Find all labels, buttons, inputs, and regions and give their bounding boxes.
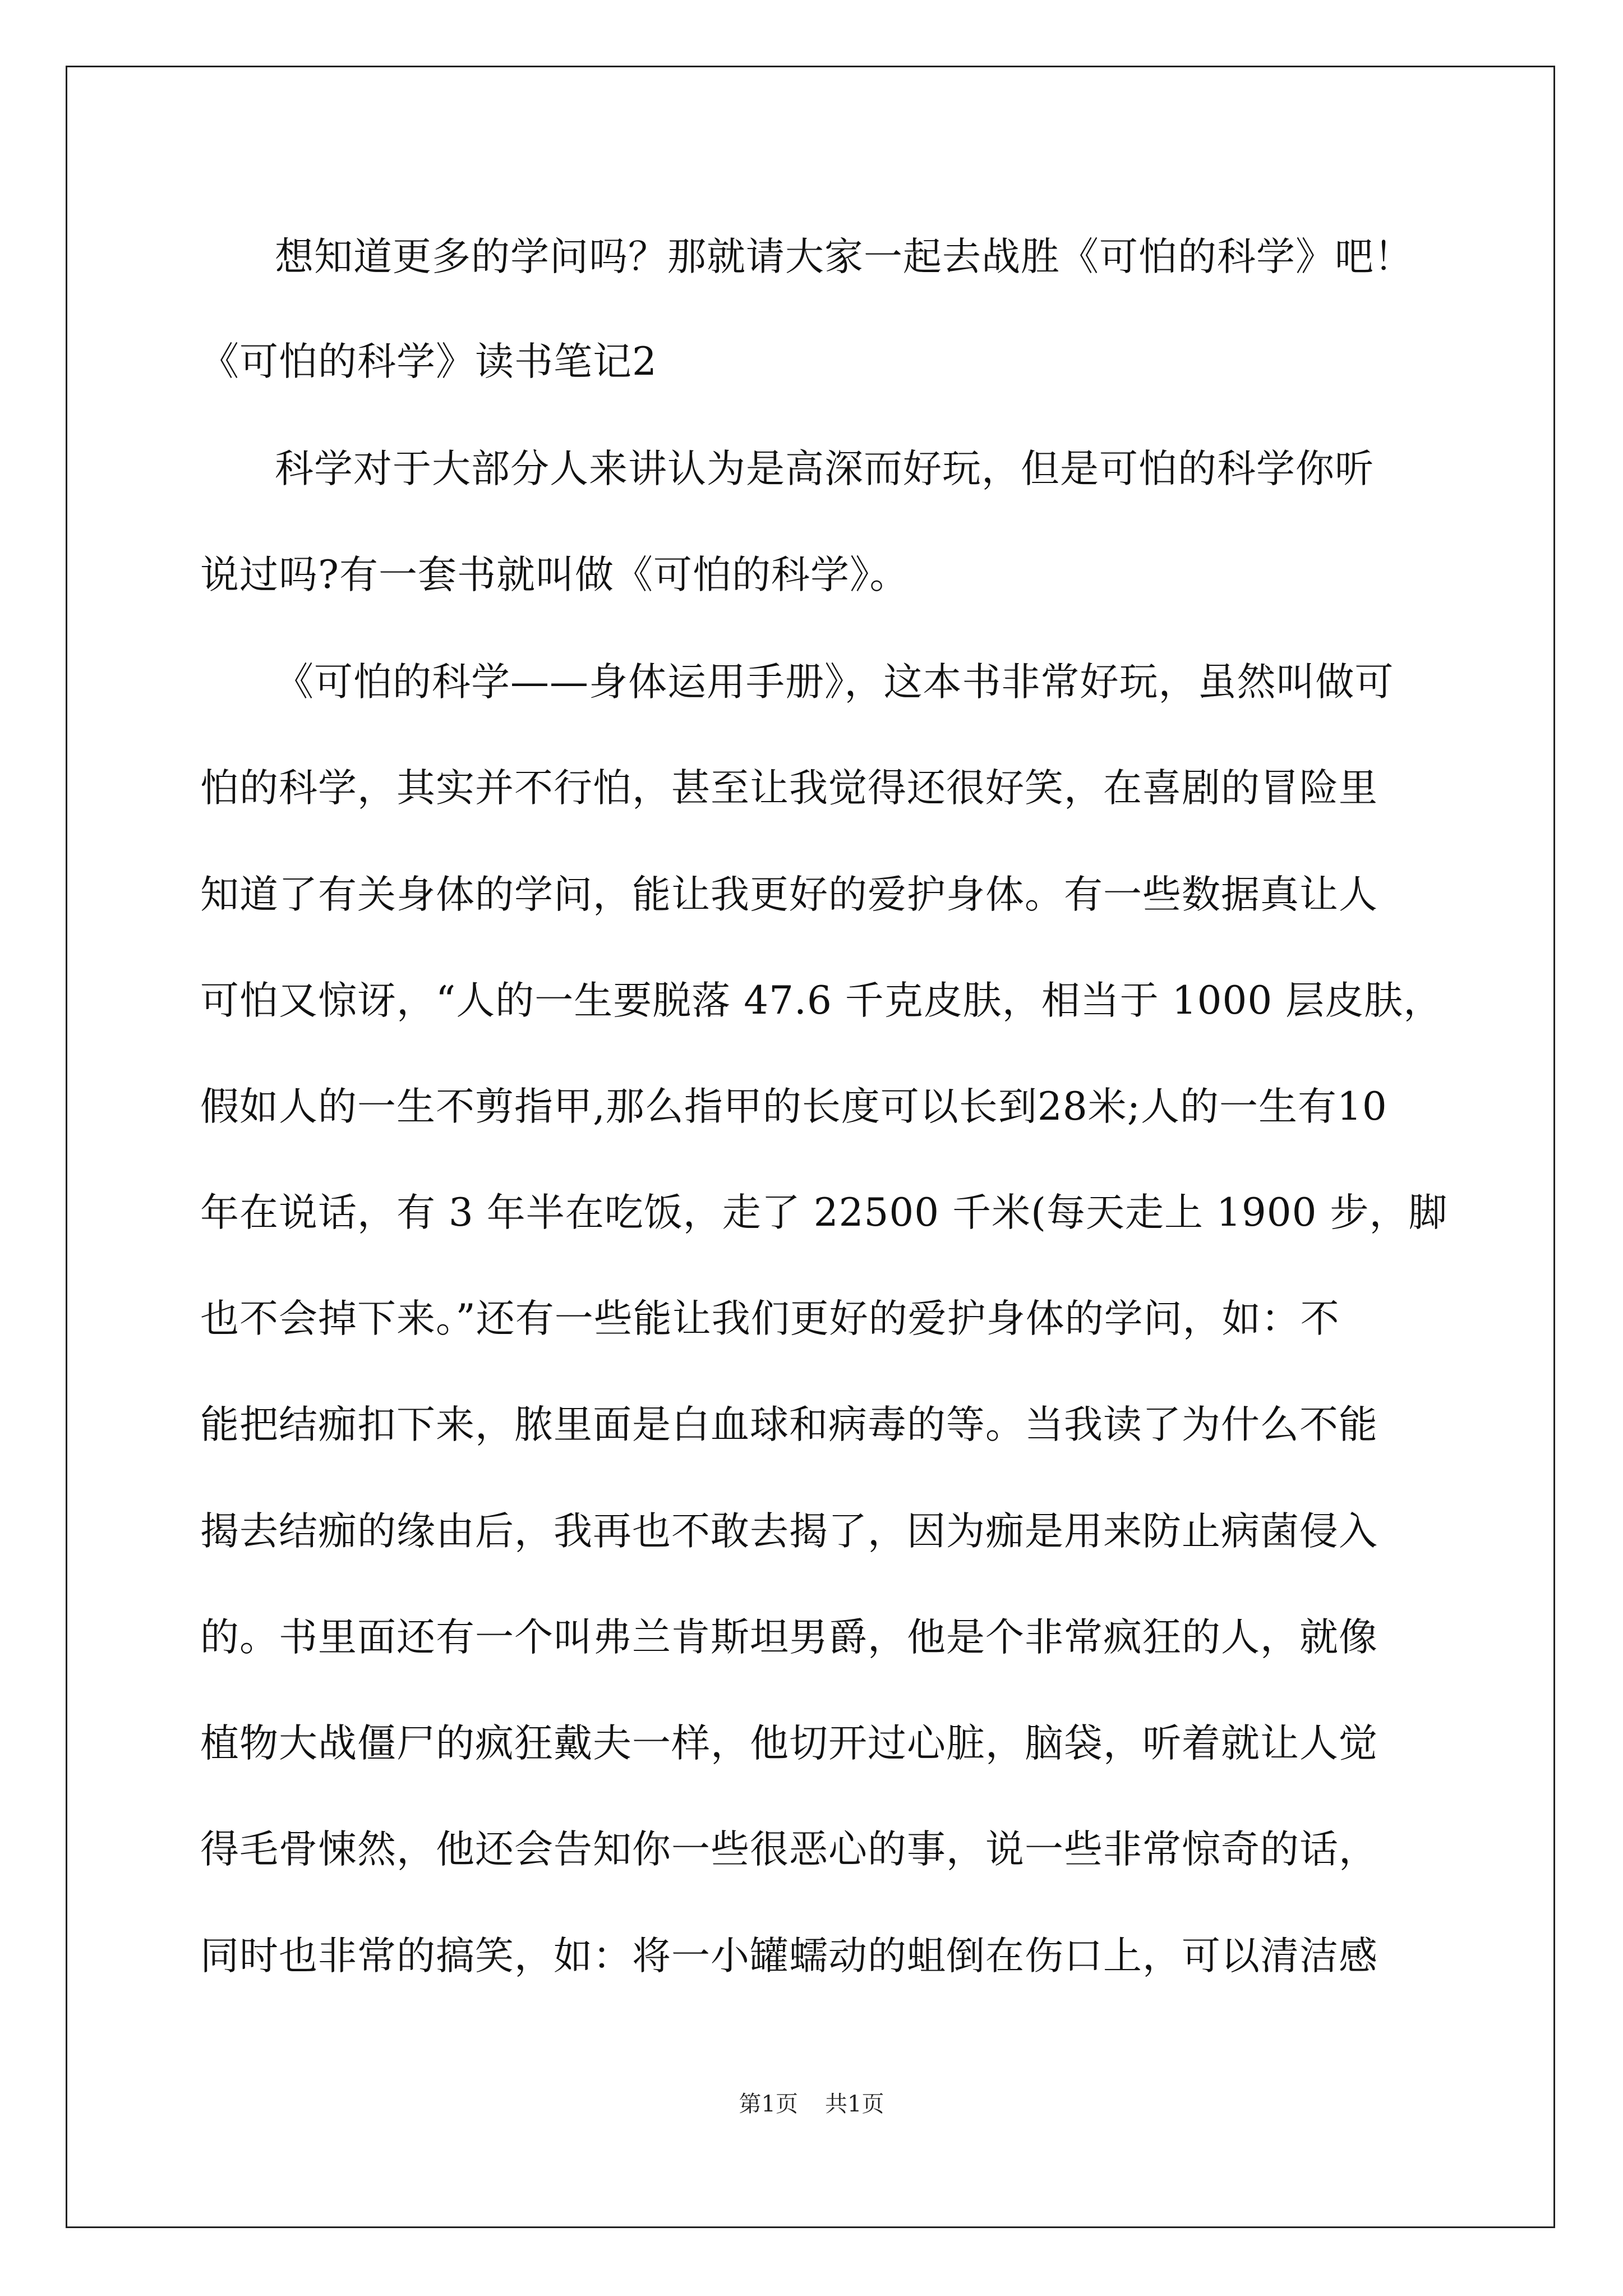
paragraph-line-17: 同时也非常的搞笑，如：将一小罐蠕动的蛆倒在伤口上，可以清洁感 bbox=[200, 1934, 1378, 1978]
paragraph-line-9: 假如人的一生不剪指甲,那么指甲的长度可以长到28米;人的一生有10 bbox=[200, 1084, 1387, 1129]
paragraph-line-14: 的。书里面还有一个叫弗兰肯斯坦男爵，他是个非常疯狂的人，就像 bbox=[200, 1615, 1378, 1660]
section-heading: 《可怕的科学》读书笔记2 bbox=[200, 339, 657, 384]
paragraph-line-10: 年在说话，有 3 年半在吃饭，走了 22500 千米(每天走上 1900 步，脚 bbox=[200, 1190, 1448, 1235]
paragraph-line-12: 能把结痂扣下来，脓里面是白血球和病毒的等。当我读了为什么不能 bbox=[200, 1402, 1378, 1447]
paragraph-line-5: 《可怕的科学——身体运用手册》，这本书非常好玩，虽然叫做可 bbox=[275, 660, 1394, 705]
paragraph-line-7: 知道了有关身体的学问，能让我更好的爱护身体。有一些数据真让人 bbox=[200, 872, 1378, 917]
paragraph-line-4: 说过吗?有一套书就叫做《可怕的科学》。 bbox=[200, 553, 909, 597]
paragraph-line-8: 可怕又惊讶，“人的一生要脱落 47.6 千克皮肤，相当于 1000 层皮肤， bbox=[200, 978, 1443, 1023]
paragraph-line-16: 得毛骨悚然，他还会告知你一些很恶心的事，说一些非常惊奇的话， bbox=[200, 1827, 1378, 1872]
paragraph-line-13: 揭去结痂的缘由后，我再也不敢去揭了，因为痂是用来防止病菌侵入 bbox=[200, 1509, 1378, 1554]
paragraph-line-6: 怕的科学，其实并不行怕，甚至让我觉得还很好笑，在喜剧的冒险里 bbox=[200, 766, 1378, 811]
paragraph-line-1: 想知道更多的学问吗？那就请大家一起去战胜《可怕的科学》吧！ bbox=[275, 234, 1413, 279]
paragraph-line-3: 科学对于大部分人来讲认为是高深而好玩，但是可怕的科学你听 bbox=[275, 447, 1374, 491]
page-total: 共1页 bbox=[825, 2091, 884, 2117]
page-border bbox=[66, 66, 1555, 2228]
page-number: 第1页 bbox=[739, 2091, 798, 2117]
page-footer bbox=[0, 2090, 1623, 2118]
paragraph-line-11: 也不会掉下来。”还有一些能让我们更好的爱护身体的学问，如：不 bbox=[200, 1296, 1340, 1341]
paragraph-line-15: 植物大战僵尸的疯狂戴夫一样，他切开过心脏，脑袋，听着就让人觉 bbox=[200, 1721, 1378, 1766]
